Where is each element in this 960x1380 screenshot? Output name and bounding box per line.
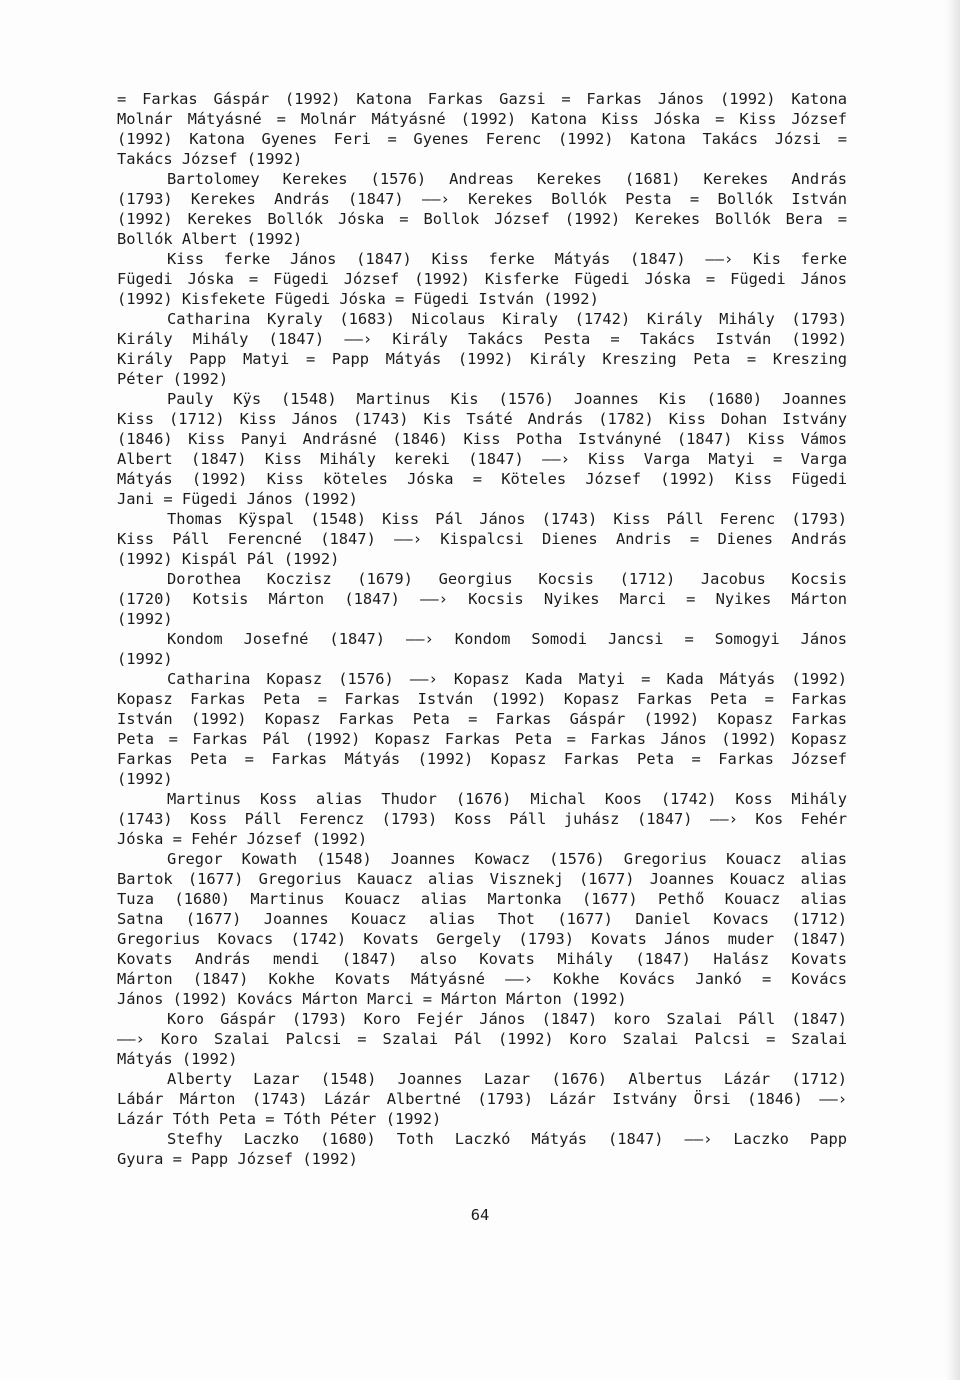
text-line: (1992) Katona Gyenes Feri = Gyenes Ferenc (1992) Katona Takács Józsi = bbox=[117, 130, 847, 148]
text-line: Martinus Koss alias Thudor (1676) Michal Koos (1742) Koss Mihály bbox=[167, 790, 847, 808]
text-line: (1992) Kisfekete Fügedi Jóska = Fügedi István (1992) bbox=[117, 290, 599, 308]
text-line: Stefhy Laczko (1680) Toth Laczkó Mátyás (1847) ——› Laczko Papp bbox=[167, 1130, 847, 1148]
text-line: Lábár Márton (1743) Lázár Albertné (1793) Lázár Istvány Örsi (1846) ——› bbox=[117, 1090, 847, 1108]
text-line: Jani = Fügedi János (1992) bbox=[117, 490, 358, 508]
page-number: 64 bbox=[470, 1206, 490, 1224]
text-line: Pauly Kÿs (1548) Martinus Kis (1576) Joannes Kis (1680) Joannes bbox=[167, 390, 847, 408]
text-line: István (1992) Kopasz Farkas Peta = Farkas Gáspár (1992) Kopasz Farkas bbox=[117, 710, 847, 728]
text-line: Takács József (1992) bbox=[117, 150, 303, 168]
text-line: (1992) Kispál Pál (1992) bbox=[117, 550, 340, 568]
text-line: (1743) Koss Páll Ferencz (1793) Koss Páll juhász (1847) ——› Kos Fehér bbox=[117, 810, 847, 828]
text-line: Jóska = Fehér József (1992) bbox=[117, 830, 368, 848]
text-line: Tuza (1680) Martinus Kouacz alias Martonka (1677) Pethő Kouacz alias bbox=[117, 890, 847, 908]
text-line: Márton (1847) Kokhe Kovats Mátyásné ——› Kokhe Kovács Jankó = Kovács bbox=[117, 970, 847, 988]
text-line: Kiss ferke János (1847) Kiss ferke Mátyás (1847) ——› Kis ferke bbox=[167, 250, 847, 268]
text-line: Mátyás (1992) bbox=[117, 1050, 238, 1068]
text-line: Dorothea Koczisz (1679) Georgius Kocsis (1712) Jacobus Kocsis bbox=[167, 570, 847, 588]
text-line: Thomas Kÿspal (1548) Kiss Pál János (1743) Kiss Páll Ferenc (1793) bbox=[167, 510, 847, 528]
text-line: (1846) Kiss Panyi Andrásné (1846) Kiss Potha Istványné (1847) Kiss Vámos bbox=[117, 430, 847, 448]
text-line: Péter (1992) bbox=[117, 370, 229, 388]
text-line: Satna (1677) Joannes Kouacz alias Thot (1677) Daniel Kovacs (1712) bbox=[117, 910, 847, 928]
text-line: Kiss Páll Ferencné (1847) ——› Kispalcsi Dienes Andris = Dienes András bbox=[117, 530, 847, 548]
text-line: Mátyás (1992) Kiss köteles Jóska = Köteles József (1992) Kiss Fügedi bbox=[117, 470, 847, 488]
text-line: ——› Koro Szalai Palcsi = Szalai Pál (1992) Koro Szalai Palcsi = Szalai bbox=[117, 1030, 847, 1048]
text-line: János (1992) Kovács Márton Marci = Márton Márton (1992) bbox=[117, 990, 627, 1008]
text-line: (1992) bbox=[117, 770, 173, 788]
text-line: Molnár Mátyásné = Molnár Mátyásné (1992) Katona Kiss Jóska = Kiss József bbox=[117, 110, 847, 128]
text-line: Catharina Kyraly (1683) Nicolaus Kiraly (1742) Király Mihály (1793) bbox=[167, 310, 847, 328]
text-line: Fügedi Jóska = Fügedi József (1992) Kisferke Fügedi Jóska = Fügedi János bbox=[117, 270, 847, 288]
text-line: Bollók Albert (1992) bbox=[117, 230, 303, 248]
text-line: (1992) bbox=[117, 610, 173, 628]
text-line: Catharina Kopasz (1576) ——› Kopasz Kada Matyi = Kada Mátyás (1992) bbox=[167, 670, 847, 688]
text-line: = Farkas Gáspár (1992) Katona Farkas Gazsi = Farkas János (1992) Katona bbox=[117, 90, 847, 108]
text-line: Koro Gáspár (1793) Koro Fejér János (1847) koro Szalai Páll (1847) bbox=[167, 1010, 847, 1028]
text-line: Lázár Tóth Peta = Tóth Péter (1992) bbox=[117, 1110, 442, 1128]
text-line: (1992) bbox=[117, 650, 173, 668]
text-line: Albert (1847) Kiss Mihály kereki (1847) ——› Kiss Varga Matyi = Varga bbox=[117, 450, 847, 468]
text-line: Bartolomey Kerekes (1576) Andreas Kerekes (1681) Kerekes András bbox=[167, 170, 847, 188]
text-line: Kovats András mendi (1847) also Kovats Mihály (1847) Halász Kovats bbox=[117, 950, 847, 968]
text-line: Gregor Kowath (1548) Joannes Kowacz (1576) Gregorius Kouacz alias bbox=[167, 850, 847, 868]
text-line: Bartok (1677) Gregorius Kauacz alias Visznekj (1677) Joannes Kouacz alias bbox=[117, 870, 847, 888]
text-line: Király Papp Matyi = Papp Mátyás (1992) Király Kreszing Peta = Kreszing bbox=[117, 350, 847, 368]
text-line: Kiss (1712) Kiss János (1743) Kis Tsáté András (1782) Kiss Dohan Istvány bbox=[117, 410, 847, 428]
text-line: Alberty Lazar (1548) Joannes Lazar (1676) Albertus Lázár (1712) bbox=[167, 1070, 847, 1088]
page-edge-shadow bbox=[946, 0, 960, 1380]
text-line: (1793) Kerekes András (1847) ——› Kerekes Bollók Pesta = Bollók István bbox=[117, 190, 847, 208]
text-line: Farkas Peta = Farkas Mátyás (1992) Kopasz Farkas Peta = Farkas József bbox=[117, 750, 847, 768]
text-line: (1992) Kerekes Bollók Jóska = Bollok József (1992) Kerekes Bollók Bera = bbox=[117, 210, 847, 228]
text-line: Király Mihály (1847) ——› Király Takács Pesta = Takács István (1992) bbox=[117, 330, 847, 348]
text-line: Gregorius Kovacs (1742) Kovats Gergely (1793) Kovats János muder (1847) bbox=[117, 930, 847, 948]
text-line: Kopasz Farkas Peta = Farkas István (1992) Kopasz Farkas Peta = Farkas bbox=[117, 690, 847, 708]
text-line: Gyura = Papp József (1992) bbox=[117, 1150, 358, 1168]
body-text bbox=[117, 89, 847, 1169]
text-line: Peta = Farkas Pál (1992) Kopasz Farkas Peta = Farkas János (1992) Kopasz bbox=[117, 730, 847, 748]
text-line: Kondom Josefné (1847) ——› Kondom Somodi Jancsi = Somogyi János bbox=[167, 630, 847, 648]
text-line: (1720) Kotsis Márton (1847) ——› Kocsis Nyikes Marci = Nyikes Márton bbox=[117, 590, 847, 608]
